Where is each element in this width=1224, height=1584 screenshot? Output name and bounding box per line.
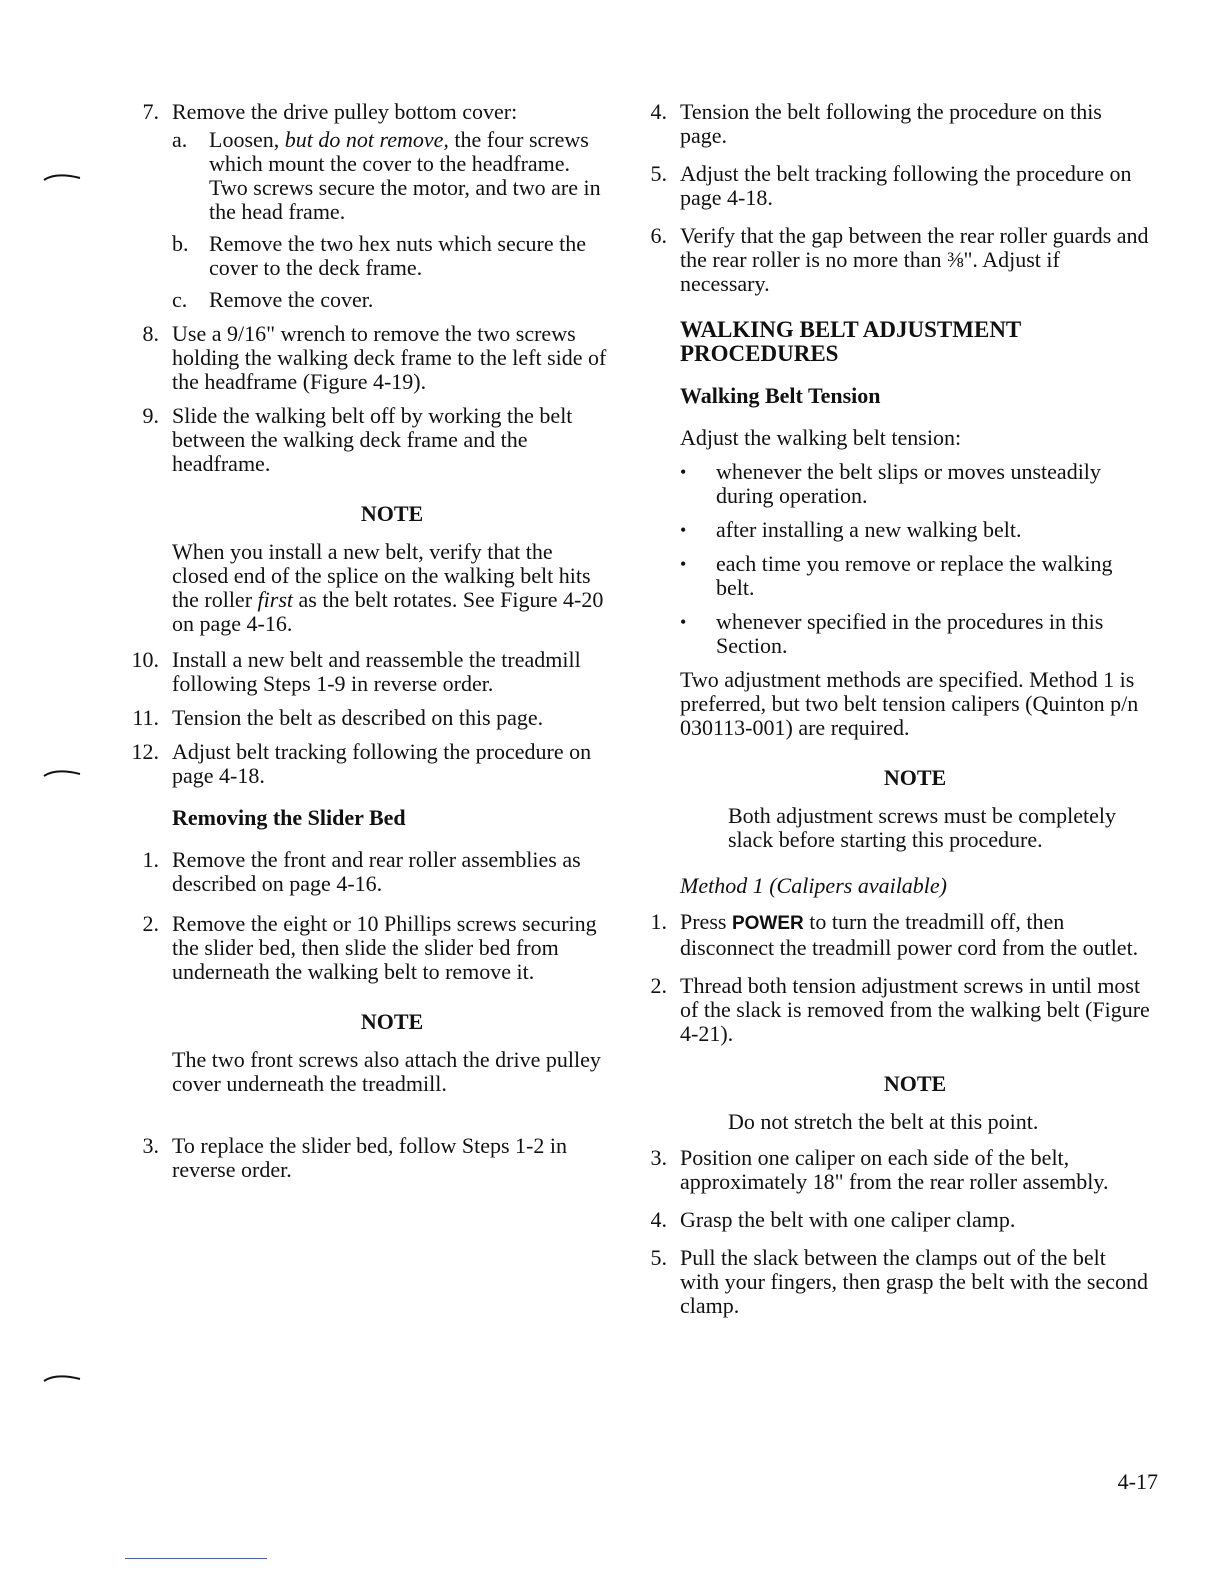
step-number: 12. xyxy=(131,739,159,764)
step-text: Remove the drive pulley bottom cover: xyxy=(172,99,518,124)
step-number: 1. xyxy=(142,847,159,872)
step-10 xyxy=(125,648,612,696)
step-number: 2. xyxy=(142,911,159,936)
slider-step-3 xyxy=(125,1134,612,1182)
step-text: Remove the eight or 10 Phillips screws securing the slider bed, then slide the slider bed from underneath the walking belt to remove it. xyxy=(172,911,597,984)
section-heading: WALKING BELT ADJUSTMENT PROCEDURES xyxy=(680,317,1021,366)
bullet-text: each time you remove or replace the walking belt. xyxy=(716,551,1113,600)
note-block xyxy=(633,1072,1150,1134)
step-number: 11. xyxy=(132,705,159,730)
step-text: Use a 9/16" wrench to remove the two screws holding the walking deck frame to the left side of the headframe (Figure 4-19). xyxy=(172,321,607,394)
step-9 xyxy=(125,404,612,476)
note-heading: NOTE xyxy=(883,1071,947,1096)
note-text: When you install a new belt, verify that the closed end of the splice on the walking belt hits the roller first as the belt rotates. See Figure 4-20 on page 4-16. xyxy=(172,539,604,636)
note-text: The two front screws also attach the drive pulley cover underneath the treadmill. xyxy=(172,1047,601,1096)
substep-a xyxy=(172,128,612,224)
step-number: 3. xyxy=(142,1133,159,1158)
step-number: 6. xyxy=(650,223,667,248)
step-7 xyxy=(125,100,612,312)
step-text: Tension the belt following the procedure on this page. xyxy=(680,99,1102,148)
margin-mark xyxy=(42,768,82,778)
margin-mark xyxy=(42,172,82,182)
bullet-text: after installing a new walking belt. xyxy=(716,517,1022,542)
step-text: Tension the belt as described on this page. xyxy=(172,705,544,730)
step-text: To replace the slider bed, follow Steps 1-2 in reverse order. xyxy=(172,1133,567,1182)
bullet-text: whenever specified in the procedures in this Section. xyxy=(716,609,1104,658)
step-number: 8. xyxy=(142,321,159,346)
step-text: Position one caliper on each side of the belt, approximately 18" from the rear roller assembly. xyxy=(680,1145,1109,1194)
note-heading: NOTE xyxy=(360,501,424,526)
bullet-item: • whenever specified in the procedures in this Section. xyxy=(680,610,1150,658)
step-number: 7. xyxy=(142,99,159,124)
step-text: Adjust belt tracking following the procedure on page 4-18. xyxy=(172,739,592,788)
page-number: 4-17 xyxy=(1117,1469,1158,1494)
step-number: 5. xyxy=(650,1245,667,1270)
m1-step-1 xyxy=(633,910,1150,960)
step-number: 9. xyxy=(142,403,159,428)
section-heading: Removing the Slider Bed xyxy=(172,805,406,830)
step-number: 2. xyxy=(650,973,667,998)
note-block xyxy=(633,766,1150,852)
step-text: Press POWER to turn the treadmill off, then disconnect the treadmill power cord from the outlet. xyxy=(680,909,1139,960)
step-text: Thread both tension adjustment screws in until most of the slack is removed from the walking belt (Figure 4-21). xyxy=(680,973,1150,1046)
bullet-item: • whenever the belt slips or moves unsteadily during operation. xyxy=(680,460,1150,508)
right-column xyxy=(633,100,1150,1328)
substep-text: Remove the two hex nuts which secure the cover to the deck frame. xyxy=(209,231,586,280)
m1-step-3 xyxy=(633,1146,1150,1194)
m1-step-5 xyxy=(633,1246,1150,1318)
substep-b xyxy=(172,232,612,280)
method-heading: Method 1 (Calipers available) xyxy=(680,873,948,898)
step-text: Verify that the gap between the rear roller guards and the rear roller is no more than ⅜". Adjust if necessary. xyxy=(680,223,1149,296)
bullet-item: • after installing a new walking belt. xyxy=(680,517,1022,542)
bullet-item: • each time you remove or replace the walking belt. xyxy=(680,552,1150,600)
step-11 xyxy=(125,706,612,730)
step-number: 3. xyxy=(650,1145,667,1170)
note-text: Both adjustment screws must be completely slack before starting this procedure. xyxy=(728,803,1116,852)
m1-step-4 xyxy=(633,1208,1150,1232)
step-text: Adjust the belt tracking following the procedure on page 4-18. xyxy=(680,161,1132,210)
step-text: Slide the walking belt off by working the belt between the walking deck frame and the headframe. xyxy=(172,403,573,476)
substep-c xyxy=(172,288,612,312)
step-text: Grasp the belt with one caliper clamp. xyxy=(680,1207,1016,1232)
bullet-text: whenever the belt slips or moves unsteadily during operation. xyxy=(716,459,1101,508)
emphasis: but do not remove, xyxy=(284,127,449,152)
step-number: 10. xyxy=(131,647,159,672)
step-number: 1. xyxy=(650,909,667,934)
note-block xyxy=(125,502,612,636)
substep-text: Loosen, but do not remove, the four screws which mount the cover to the headframe. Two screws secure the motor, and two are in the head frame. xyxy=(209,127,601,224)
emphasis: first xyxy=(257,587,293,612)
step-8 xyxy=(125,322,612,394)
methods-paragraph: Two adjustment methods are specified. Method 1 is preferred, but two belt tension calipers (Quinton p/n 030113-001) are required. xyxy=(680,667,1139,740)
intro-paragraph: Adjust the walking belt tension: xyxy=(680,425,962,450)
slider-step-2 xyxy=(125,912,612,984)
power-key-label: POWER xyxy=(731,913,804,934)
slider-step-1 xyxy=(125,848,612,896)
substep-letter: b. xyxy=(172,231,189,256)
note-heading: NOTE xyxy=(883,765,947,790)
step-text: Remove the front and rear roller assemblies as described on page 4-16. xyxy=(172,847,581,896)
note-heading: NOTE xyxy=(360,1009,424,1034)
m1-step-2 xyxy=(633,974,1150,1046)
step-number: 5. xyxy=(650,161,667,186)
step-number: 4. xyxy=(650,99,667,124)
step-number: 4. xyxy=(650,1207,667,1232)
step-text: Pull the slack between the clamps out of the belt with your fingers, then grasp the belt with the second clamp. xyxy=(680,1245,1149,1318)
margin-mark xyxy=(42,1373,82,1383)
step-text: Install a new belt and reassemble the treadmill following Steps 1-9 in reverse order. xyxy=(172,647,581,696)
substep-text: Remove the cover. xyxy=(209,287,374,312)
step-5 xyxy=(633,162,1150,210)
step-4 xyxy=(633,100,1150,148)
substep-letter: c. xyxy=(172,287,188,312)
note-text: Do not stretch the belt at this point. xyxy=(728,1109,1039,1134)
substep-letter: a. xyxy=(172,127,188,152)
left-column xyxy=(125,100,612,1192)
step-6 xyxy=(633,224,1150,296)
note-block xyxy=(125,1010,612,1096)
footer-rule xyxy=(125,1558,267,1559)
subsection-heading: Walking Belt Tension xyxy=(680,383,881,408)
step-12 xyxy=(125,740,612,788)
